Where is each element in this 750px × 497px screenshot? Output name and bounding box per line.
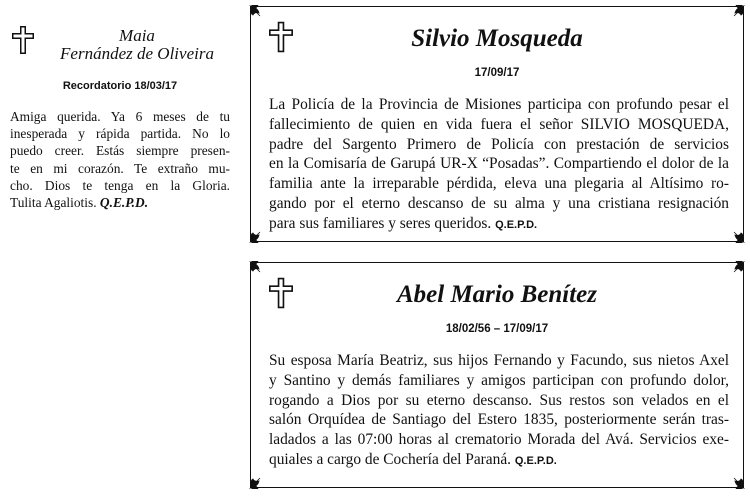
notice-title: Silvio Mosqueda — [411, 25, 583, 52]
notice-frame-silvio — [250, 6, 744, 242]
body-line-last — [269, 214, 729, 236]
notice-dates: 17/09/17 — [474, 67, 520, 79]
body-line: cho. Dios te tenga en la Gloria. — [10, 177, 230, 193]
corner-ornament-icon — [723, 261, 745, 283]
body-line: te en mi corazón. Te extraño mu- — [10, 160, 230, 176]
body-line: puedo creer. Estás siempre presen- — [10, 143, 230, 159]
corner-ornament-icon — [249, 261, 271, 283]
body-line: en la Comisaría de Garupá UR-X “Posadas”. Compartiendo el dolor de la — [269, 155, 729, 173]
notice-body — [269, 95, 729, 236]
body-line: para sus familiares y seres queridos. — [269, 214, 492, 232]
notice-title: Abel Mario Benítez — [396, 281, 597, 308]
body-line: quiales a cargo de Cochería del Paraná. — [269, 450, 512, 468]
deceased-name-line1: Maia — [119, 26, 155, 45]
body-line: inesperada y rápida partida. No lo — [10, 126, 230, 142]
body-line: salón Orquídea de Santiago del Estero 1835, posteriormente serán tras- — [269, 411, 729, 429]
body-line-last — [10, 194, 230, 211]
corner-ornament-icon — [249, 5, 271, 27]
body-line: La Policía de la Provincia de Misiones participa con profundo pesar el — [269, 96, 729, 113]
body-line: familia ante la irreparable pérdida, eleva una plegaria al Altísimo ro- — [269, 175, 729, 193]
qepd-closing: Q.E.P.D. — [99, 195, 149, 211]
corner-ornament-icon — [723, 5, 745, 27]
body-line: ladados a las 07:00 horas al crematorio Morada del Avá. Servicios exe- — [269, 431, 729, 449]
body-line-last — [269, 450, 729, 472]
body-line: Tulita Agaliotis. — [10, 195, 97, 211]
body-line: rogando a Dios por su eterno descanso. Sus restos son velados en el — [269, 391, 729, 409]
notice-body — [10, 108, 230, 211]
notice-date: Recordatorio 18/03/17 — [62, 80, 178, 92]
body-line: y Santino y demás familiares y amigos participan con profundo dolor, — [269, 371, 729, 389]
corner-ornament-icon — [249, 221, 271, 243]
cross-icon — [12, 26, 34, 54]
qepd-closing: Q.E.P.D. — [514, 454, 557, 467]
body-line: Amiga querida. Ya 6 meses de tu — [10, 109, 230, 124]
notice-frame-abel — [250, 262, 744, 488]
body-line: padre del Sargento Primero de Policía con prestación de servicios — [269, 135, 729, 153]
deceased-name-line2: Fernández de Oliveira — [60, 44, 214, 63]
body-line: fallecimiento de quien en vida fuera el señor SILVIO MOSQUEDA, — [269, 115, 729, 133]
corner-ornament-icon — [249, 467, 271, 489]
body-line: Su esposa María Beatriz, sus hijos Fernando y Facundo, sus nietos Axel — [269, 352, 729, 369]
notice-body — [269, 351, 729, 472]
body-line: gando por el eterno descanso de su alma y una cristiana resignación — [269, 194, 729, 212]
notice-dates: 18/02/56 – 17/09/17 — [445, 323, 549, 335]
qepd-closing: Q.E.P.D. — [495, 218, 538, 231]
